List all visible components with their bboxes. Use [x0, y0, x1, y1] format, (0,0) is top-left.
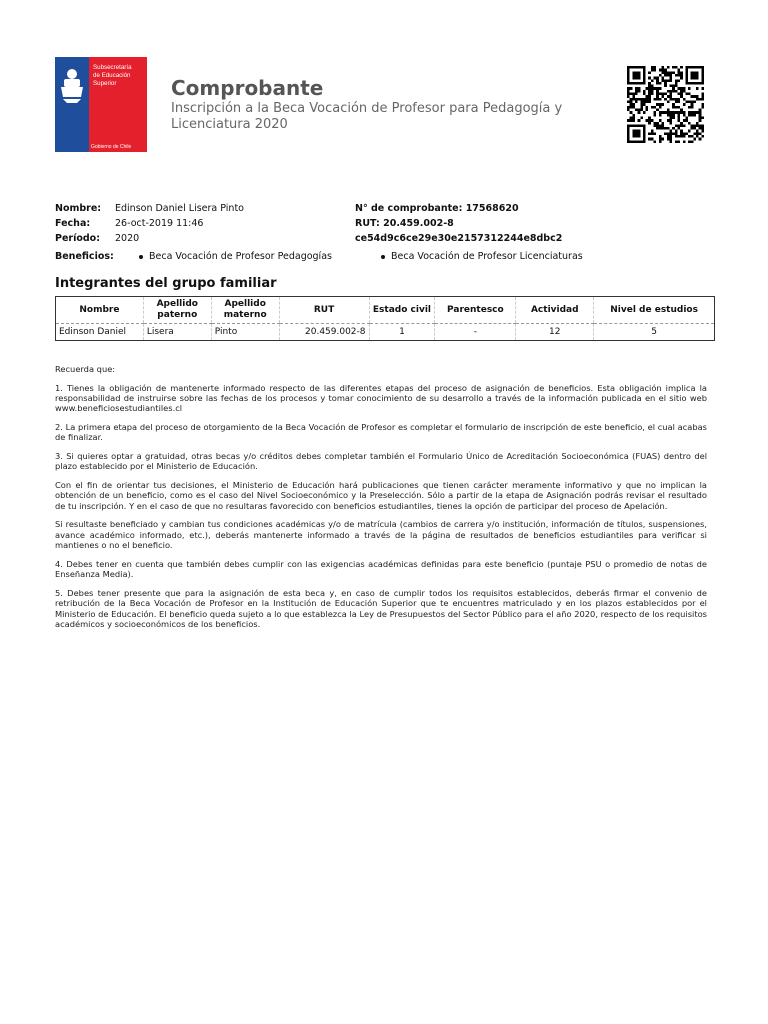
column-header: Apellido materno: [211, 297, 279, 324]
logo-line-1: Subsecretaría: [93, 64, 132, 71]
applicant-info: [55, 201, 244, 246]
receipt-hash: ce54d9c6ce29e30e2157312244e8dbc2: [355, 233, 563, 244]
beneficio-item: [139, 251, 332, 262]
receipt-info: [355, 201, 562, 246]
table-cell: 12: [516, 324, 594, 341]
table-header-row: [56, 297, 715, 324]
nombre-value: Edinson Daniel Lisera Pinto: [115, 203, 244, 214]
table-cell: -: [435, 324, 516, 341]
column-header: Nivel de estudios: [594, 297, 715, 324]
logo-footer: Gobierno de Chile: [91, 144, 132, 150]
note-paragraph: Con el fin de orientar tus decisiones, el Ministerio de Educación hará publicaciones que tienen carácter meramente informativo y que no implican la obtención de un beneficio, como es el caso del Nivel Socioeconómico y la Preselección. Sólo a partir de la etapa de Asignación podrás revisar el resultado de tu inscripción. Y en el caso de que no resultaras favorecido con beneficios estudiantiles, tienes la opción de participar del proceso de Apelación.: [55, 480, 707, 511]
notes-intro: Recuerda que:: [55, 364, 116, 374]
table-cell: Edinson Daniel: [59, 327, 127, 337]
comprobante-number: N° de comprobante: 17568620: [355, 203, 519, 214]
column-header: Estado civil: [369, 297, 435, 324]
table-cell: 5: [594, 324, 715, 341]
beneficios-label: Beneficios:: [55, 251, 114, 262]
familia-title: Integrantes del grupo familiar: [55, 276, 277, 291]
beneficios-row: [55, 251, 715, 267]
bullet-icon: [381, 255, 385, 259]
periodo-label: Período:: [55, 233, 100, 244]
note-paragraph: Si resultaste beneficiado y cambian tus condiciones académicas y/o de matrícula (cambios de carrera y/o institución, información de títulos, suspensiones, avance académico informado, etc.), deberás mantenerte informado a través de la página de resultados de beneficios estudiantiles para verificar si mantienes o no el beneficio.: [55, 519, 707, 551]
beneficio-label: Beca Vocación de Profesor Licenciaturas: [391, 251, 583, 262]
bullet-icon: [139, 255, 143, 259]
table-row: [56, 324, 715, 341]
note-paragraph: 2. La primera etapa del proceso de otorgamiento de la Beca Vocación de Profesor es completar el formulario de inscripción de este beneficio, el cual acabas de finalizar.: [55, 422, 707, 443]
page-subtitle: Inscripción a la Beca Vocación de Profesor para Pedagogía y Licenciatura 2020: [171, 101, 563, 132]
fecha-label: Fecha:: [55, 218, 91, 229]
note-paragraph: 3. Si quieres optar a gratuidad, otras becas y/o créditos debes completar también el Formulario Único de Acreditación Socioeconómica (FUAS) dentro del plazo establecido por el Ministerio de Educación.: [55, 451, 707, 472]
table-cell: Lisera: [143, 324, 211, 341]
table-cell: 20.459.002-8: [279, 324, 369, 341]
note-paragraph: 1. Tienes la obligación de mantenerte informado respecto de las diferentes etapas del proceso de asignación de beneficios. Esta obligación implica la responsabilidad de instruirse sobre las fechas de los procesos y tomar conocimiento de su desarrollo a través de la información publicada en el sitio web www.beneficiosestudiantiles.cl: [55, 382, 707, 414]
beneficio-item: [381, 251, 583, 262]
column-header: Nombre: [56, 297, 144, 324]
fecha-value: 26-oct-2019 11:46: [115, 218, 204, 229]
table-cell: 1: [369, 324, 435, 341]
rut-value: RUT: 20.459.002-8: [355, 218, 454, 229]
page-title: Comprobante: [171, 76, 324, 100]
familia-table: [55, 296, 715, 341]
logo-line-2: de Educación: [93, 72, 131, 79]
table-cell: Pinto: [211, 324, 279, 341]
logo-line-3: Superior: [93, 80, 117, 87]
note-paragraph: 4. Debes tener en cuenta que también debes cumplir con las exigencias académicas definidas para este beneficio (puntaje PSU o promedio de notas de Enseñanza Media).: [55, 558, 707, 580]
column-header: Parentesco: [435, 297, 516, 324]
qr-code-icon: [627, 66, 704, 143]
beneficio-label: Beca Vocación de Profesor Pedagogías: [149, 251, 332, 262]
nombre-label: Nombre:: [55, 203, 102, 214]
notes-section: [55, 364, 707, 638]
column-header: RUT: [279, 297, 369, 324]
periodo-value: 2020: [115, 233, 140, 244]
gobierno-de-chile-logo: [55, 57, 147, 152]
column-header: Actividad: [516, 297, 594, 324]
column-header: Apellido paterno: [143, 297, 211, 324]
note-paragraph: 5. Debes tener presente que para la asignación de esta beca y, en caso de cumplir todos los requisitos establecidos, deberás firmar el convenio de retribución de la Beca Vocación de Profesor en la Institución de Educación Superior que te encuentres matriculado y en los plazos establecidos por el Ministerio de Educación. El beneficio queda sujeto a lo que establezca la Ley de Presupuestos del Sector Público para el año 2020, respecto de los requisitos académicos y socioeconómicos de los beneficios.: [55, 587, 707, 630]
